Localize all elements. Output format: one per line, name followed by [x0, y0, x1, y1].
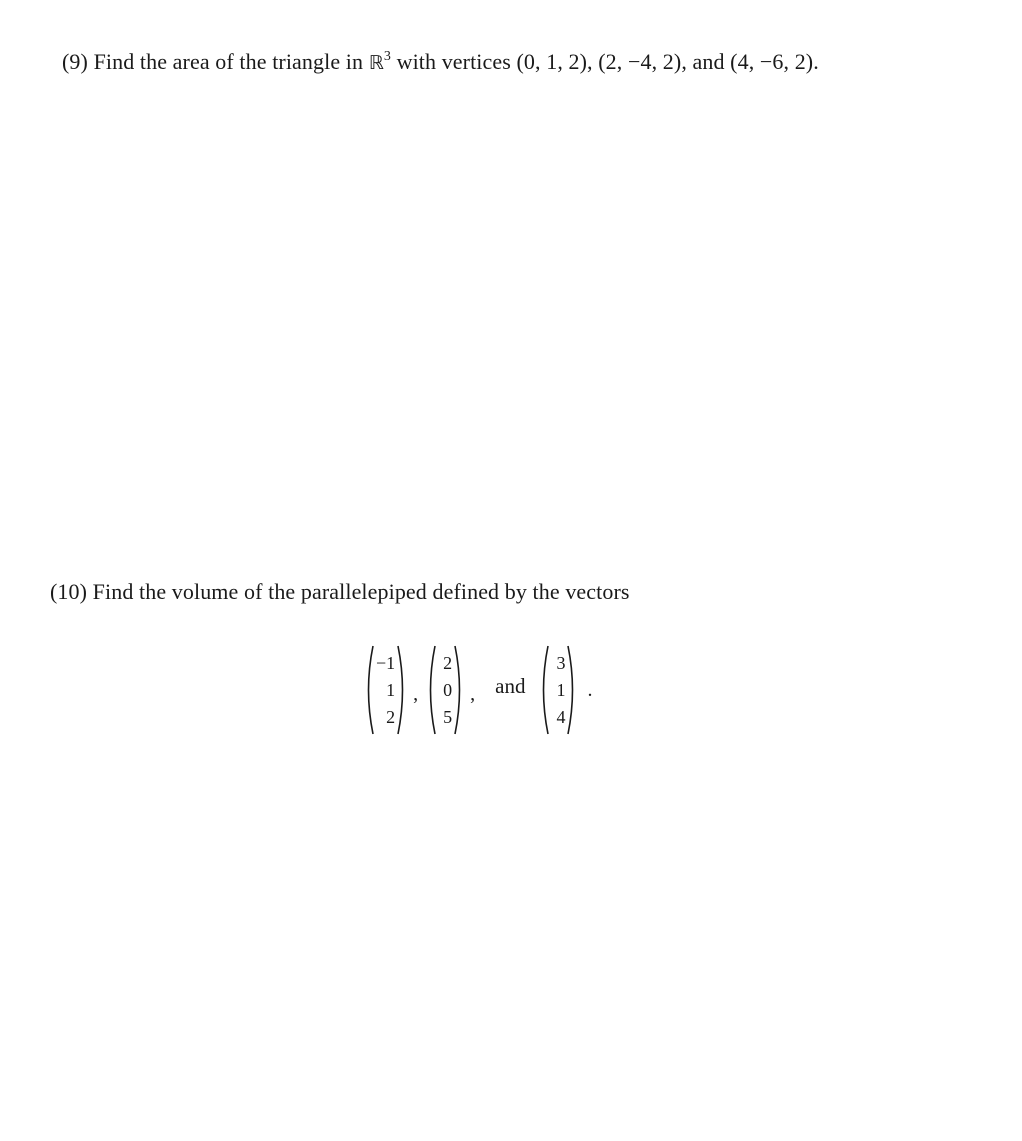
- problem-9-text-before: Find the area of the triangle in: [93, 49, 369, 74]
- left-paren-icon: [424, 644, 436, 736]
- terminal-period: .: [587, 678, 593, 701]
- vector-2-entry: 2: [443, 653, 453, 673]
- vector-3-entry: 3: [556, 653, 566, 673]
- right-paren-icon: [567, 644, 579, 736]
- left-paren-icon: [537, 644, 549, 736]
- left-paren-icon: [362, 644, 374, 736]
- vector-3-entry: 4: [556, 707, 566, 727]
- right-paren-icon: [454, 644, 466, 736]
- conjunction-text: and: [495, 673, 526, 698]
- right-paren-icon: [397, 644, 409, 736]
- dimension-exponent: 3: [383, 49, 391, 64]
- problem-10-prompt: Find the volume of the parallelepiped defined by the vectors: [92, 579, 630, 604]
- vector-separator: ,: [470, 682, 476, 705]
- vector-separator: ,: [413, 682, 419, 705]
- vector-3-entry: 1: [556, 680, 566, 700]
- vector-2: [424, 644, 466, 736]
- problem-10-number: (10): [50, 579, 88, 604]
- vector-1-entries: [374, 654, 397, 726]
- problem-10: [50, 581, 630, 603]
- vectors-display: [362, 644, 592, 736]
- vector-1-entry: 2: [386, 707, 396, 727]
- vector-2-entries: [436, 654, 454, 726]
- real-numbers-symbol: ℝ: [368, 52, 384, 74]
- problem-9-number: (9): [62, 49, 88, 74]
- vector-1-entry: −1: [376, 653, 396, 673]
- vector-2-entry: 0: [443, 680, 453, 700]
- problem-9: [62, 51, 819, 73]
- problem-9-text-after: with vertices (0, 1, 2), (2, −4, 2), and (4, −6, 2).: [390, 49, 819, 74]
- vector-3: [537, 644, 579, 736]
- vector-1-entry: 1: [386, 680, 396, 700]
- vector-1: [362, 644, 409, 736]
- vector-3-entries: [549, 654, 567, 726]
- vector-2-entry: 5: [443, 707, 453, 727]
